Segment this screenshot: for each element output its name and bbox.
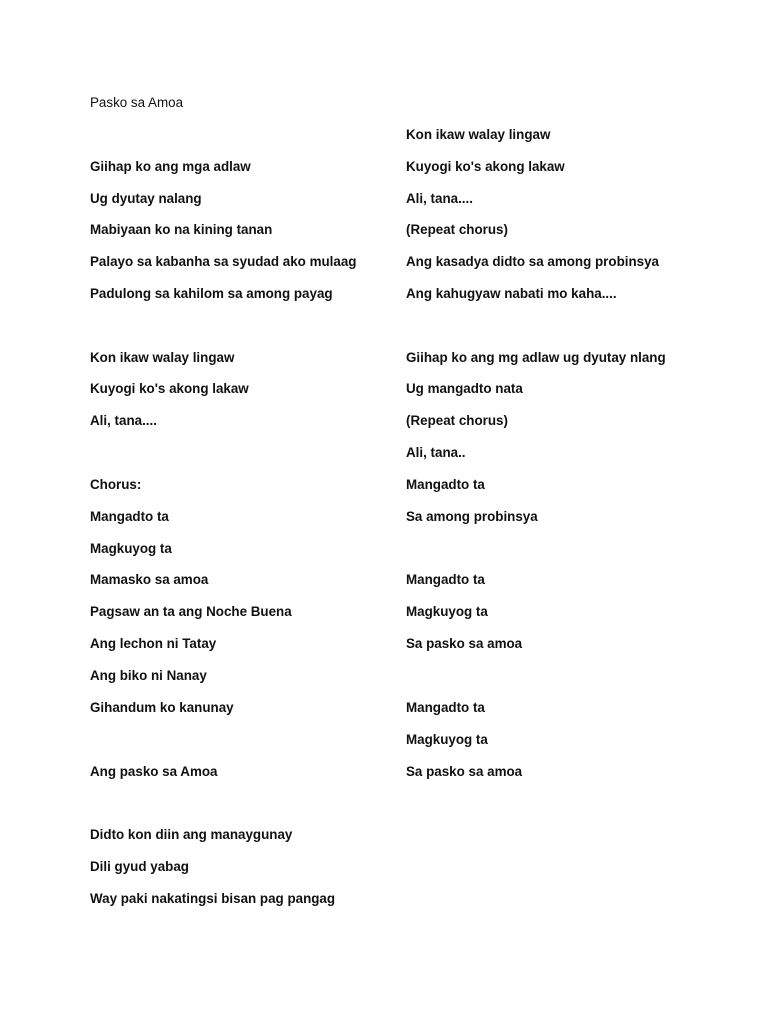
lyric-line: Mangadto ta bbox=[406, 572, 485, 587]
lyric-line: Palayo sa kabanha sa syudad ako mulaag bbox=[90, 254, 357, 269]
lyric-line: Gihandum ko kanunay bbox=[90, 700, 234, 715]
lyric-line: Ang biko ni Nanay bbox=[90, 668, 207, 683]
lyric-line: Ang lechon ni Tatay bbox=[90, 636, 217, 651]
lyric-line: Ali, tana.... bbox=[406, 191, 473, 206]
lyric-line: Kuyogi ko's akong lakaw bbox=[90, 381, 249, 396]
lyric-line: Didto kon diin ang manaygunay bbox=[90, 827, 293, 842]
song-title: Pasko sa Amoa bbox=[90, 95, 184, 110]
lyric-line: Mangadto ta bbox=[406, 700, 485, 715]
lyric-line: Sa pasko sa amoa bbox=[406, 764, 523, 779]
lyric-line: Mangadto ta bbox=[406, 477, 485, 492]
repeat-chorus-note: (Repeat chorus) bbox=[406, 222, 508, 237]
lyric-line: Mamasko sa amoa bbox=[90, 572, 209, 587]
lyric-line: Kuyogi ko's akong lakaw bbox=[406, 159, 565, 174]
lyric-line: Ali, tana.. bbox=[406, 445, 466, 460]
lyric-line: Mabiyaan ko na kining tanan bbox=[90, 222, 273, 237]
lyric-line: Kon ikaw walay lingaw bbox=[406, 127, 551, 142]
lyric-line: Pagsaw an ta ang Noche Buena bbox=[90, 604, 292, 619]
lyric-line: Kon ikaw walay lingaw bbox=[90, 350, 235, 365]
lyric-line: Magkuyog ta bbox=[90, 541, 172, 556]
lyric-line: Magkuyog ta bbox=[406, 604, 488, 619]
lyric-line: Ug dyutay nalang bbox=[90, 191, 202, 206]
lyric-line: Ug mangadto nata bbox=[406, 381, 523, 396]
lyric-line: Padulong sa kahilom sa among payag bbox=[90, 286, 333, 301]
lyric-line: Ang kahugyaw nabati mo kaha.... bbox=[406, 286, 617, 301]
lyric-line: Ang pasko sa Amoa bbox=[90, 764, 218, 779]
lyric-line: Giihap ko ang mg adlaw ug dyutay nlang bbox=[406, 350, 666, 365]
lyric-line: Way paki nakatingsi bisan pag pangag bbox=[90, 891, 336, 906]
lyric-line: Ali, tana.... bbox=[90, 413, 157, 428]
lyric-line: Ang kasadya didto sa among probinsya bbox=[406, 254, 659, 269]
lyric-line: Mangadto ta bbox=[90, 509, 169, 524]
lyric-line: Giihap ko ang mga adlaw bbox=[90, 159, 251, 174]
lyric-line: Sa pasko sa amoa bbox=[406, 636, 523, 651]
lyric-line: Dili gyud yabag bbox=[90, 859, 189, 874]
lyric-line: Sa among probinsya bbox=[406, 509, 538, 524]
lyric-line: Magkuyog ta bbox=[406, 732, 488, 747]
chorus-heading: Chorus: bbox=[90, 477, 142, 492]
repeat-chorus-note: (Repeat chorus) bbox=[406, 413, 508, 428]
